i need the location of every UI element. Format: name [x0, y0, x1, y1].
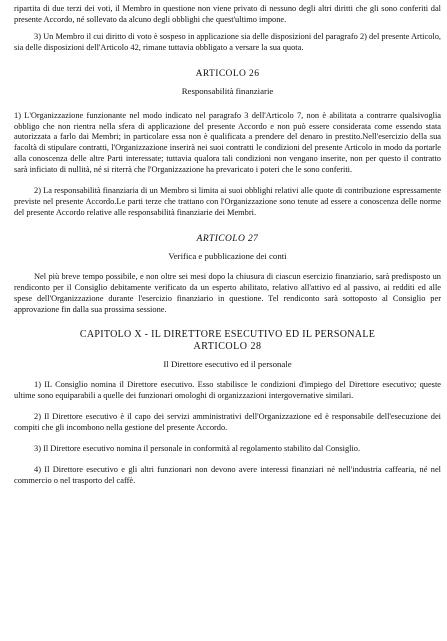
article-27-title: ARTICOLO 27	[196, 233, 259, 244]
paragraph-3: 3) Un Membro il cui diritto di voto è sospeso in applicazione sia delle disposizioni del paragrafo 2) del presente Articolo, sia delle disposizioni dell'Articolo 42, rimane tuttavia obbligato a versare la sua quota.	[14, 31, 441, 52]
paragraph-intro: ripartita di due terzi dei voti, il Membro in questione non viene privato di nessuno degli altri diritti che gli sono conferiti dal presente Accordo, né sollevato da alcuno degli obblighi che quest'ultimo impone.	[14, 4, 441, 24]
article-28-paragraph-1: 1) IL Consiglio nomina il Direttore esecutivo. Esso stabilisce le condizioni d'impiego del Direttore esecutivo; queste ultime sono equiparabili a quelle dei funzionari omologhi di organizzazioni intergovernative similari.	[14, 380, 441, 401]
article-26-title: ARTICOLO 26	[195, 68, 260, 79]
article-27-subtitle: Verifica e pubblicazione dei conti	[168, 250, 287, 261]
article-28-paragraph-4: 4) Il Direttore esecutivo e gli altri funzionari non devono avere interessi finanziari né nell'industria caffearia, né nel commercio o nel trasporto del caffè.	[14, 464, 441, 485]
article-26-subtitle: Responsabilità finanziarie	[181, 85, 274, 96]
article-28-title: ARTICOLO 28	[193, 341, 262, 353]
article-27-paragraph-1: Nel più breve tempo possibile, e non oltre sei mesi dopo la chiusura di ciascun esercizio finanziario, sarà predisposto un rendiconto per il Consiglio debitamente verificato da un esperto abilitato, relativo all'attivo ed al passivo, ai redditi ed alle spese dell'Organizzazione durante l'esercizio finanziario in questione. Tel rendiconto sarà sottoposto al Consiglio per approvazione fin dalla sua prossima sessione.	[14, 271, 441, 314]
article-28-subtitle: Il Direttore esecutivo ed il personale	[163, 359, 292, 370]
article-28-paragraph-2: 2) Il Direttore esecutivo è il capo dei servizi amministrativi dell'Organizzazione ed è responsabile dell'esecuzione dei compiti che gli incombono nella gestione del presente Accordo.	[14, 412, 441, 433]
article-28-paragraph-3: 3) Il Direttore esecutivo nomina il personale in conformità al regolamento stabilito dal Consiglio.	[34, 444, 361, 454]
chapter-title: CAPITOLO X - IL DIRETTORE ESECUTIVO ED IL PERSONALE	[79, 329, 376, 341]
article-26-paragraph-2: 2) La responsabilità finanziaria di un Membro si limita ai suoi obblighi relativi alle quote di contribuzione espressamente previste nel presente Accordo.Le parti terze che trattano con l'Organizzazione sono tenute ad essere a conoscenza delle norme del presente Accordo relative alle responsabilità finanziarie dei Membri.	[14, 186, 441, 217]
article-26-paragraph-1: 1) L'Organizzazione funzionante nel modo indicato nel paragrafo 3 dell'Articolo 7, non è abilitata a contrarre qualsivoglia obbligo che non rientra nella sfera di applicazione del presente Accordo e non può essere considerata come essendo stata autorizzata a farlo dai Membri; in particolare essa non è qualificata a prendere del denaro in prestito.Nell'esercizio della sua facoltà di stipulare contratti, l'Organizzazione inserirà nei suoi contratti le condizioni del presente Articolo in modo da portarle alla conoscenza delle altre Parti interessate; tuttavia qualora tali condizioni non vengano inserite, non per questo il contratto sarà inficiato di nullità, né si riterrà che l'Organizzazione ha prevaricato i poteri che le sono conferiti.	[14, 110, 441, 175]
